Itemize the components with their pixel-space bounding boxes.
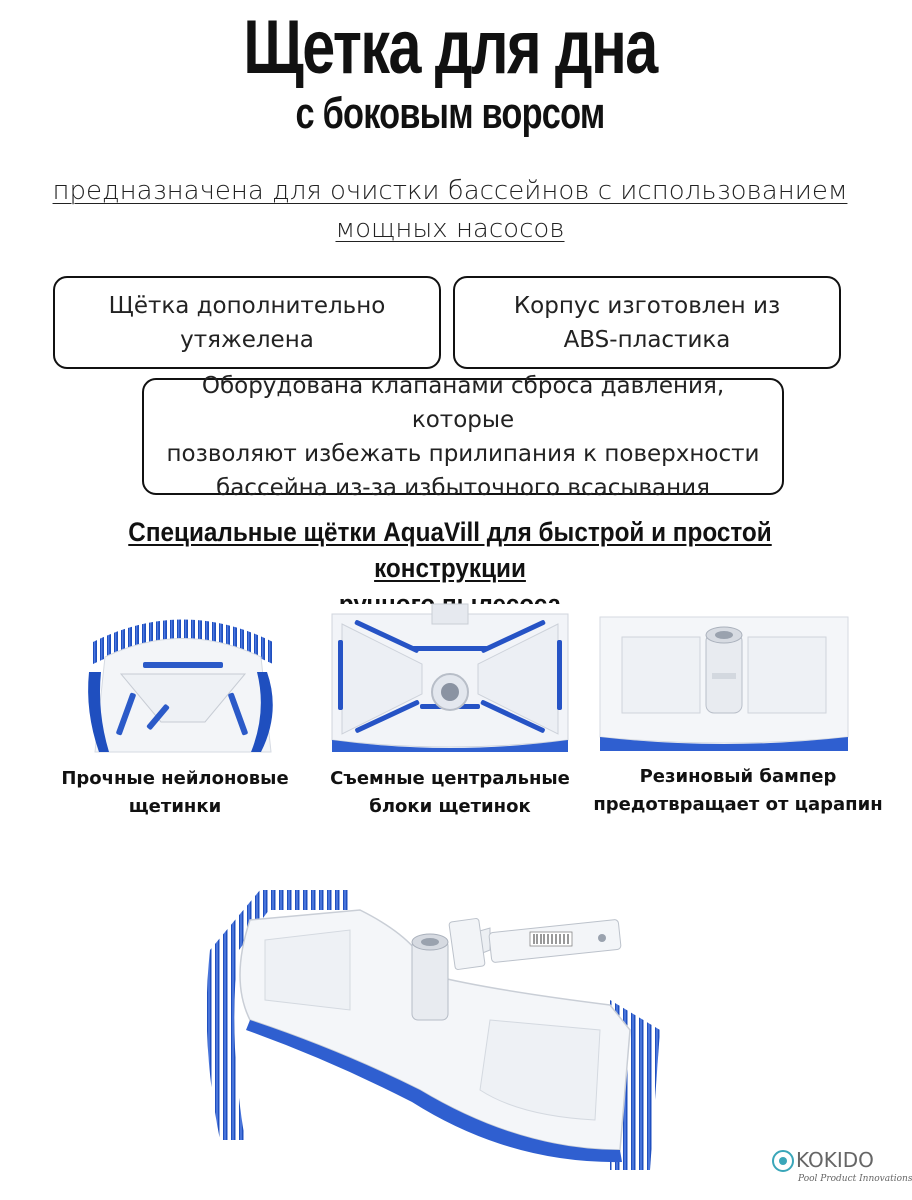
caption-nylon-bristles-line-2: щетинки [128, 796, 222, 817]
section-heading-line-1: Специальные щётки AquaVill для быстрой и простой конструкции [128, 517, 772, 583]
caption-bristle-blocks-line-1: Съемные центральные [330, 768, 570, 789]
brand-logo [770, 1148, 912, 1190]
caption-nylon-bristles-line-1: Прочные нейлоновые [61, 768, 289, 789]
caption-rubber-bumper-line-1: Резиновый бампер [639, 766, 837, 787]
feature-box-material [453, 276, 841, 369]
lead-line-2: мощных насосов [335, 214, 565, 244]
caption-rubber-bumper-line-2: предотвращает от царапин [593, 794, 883, 815]
page-title: Щетка для дна [243, 5, 657, 90]
feature-box-material-line-2: ABS-пластика [563, 326, 731, 353]
caption-bristle-blocks [305, 765, 595, 821]
feature-box-weighted-line-2: утяжелена [180, 326, 314, 353]
caption-bristle-blocks-line-2: блоки щетинок [369, 796, 531, 817]
lead-text [0, 172, 900, 248]
page-subtitle: с боковым ворсом [295, 89, 605, 138]
photo-rubber-bumper [600, 613, 848, 751]
feature-box-valves-line-2: позволяют избежать прилипания к поверхности [166, 440, 760, 467]
feature-box-weighted [53, 276, 441, 369]
feature-box-weighted-line-1: Щётка дополнительно [108, 292, 386, 319]
feature-box-valves [142, 372, 784, 501]
feature-box-valves-line-1: Оборудована клапанами сброса давления, которые [201, 372, 725, 433]
caption-rubber-bumper [590, 763, 886, 819]
lead-line-1: предназначена для очистки бассейнов с использованием [52, 176, 848, 206]
feature-box-valves-line-3: бассейна из-за избыточного всасывания [216, 474, 710, 501]
logo-tagline: Pool Product Innovations [798, 1174, 912, 1184]
product-photo-vacuum-brush [190, 880, 690, 1170]
photo-nylon-bristles [85, 602, 281, 752]
photo-bristle-blocks [332, 604, 568, 752]
logo-name: KOKIDO [796, 1148, 874, 1172]
caption-nylon-bristles [30, 765, 320, 821]
feature-box-material-line-1: Корпус изготовлен из [513, 292, 781, 319]
logo-icon [772, 1150, 794, 1172]
